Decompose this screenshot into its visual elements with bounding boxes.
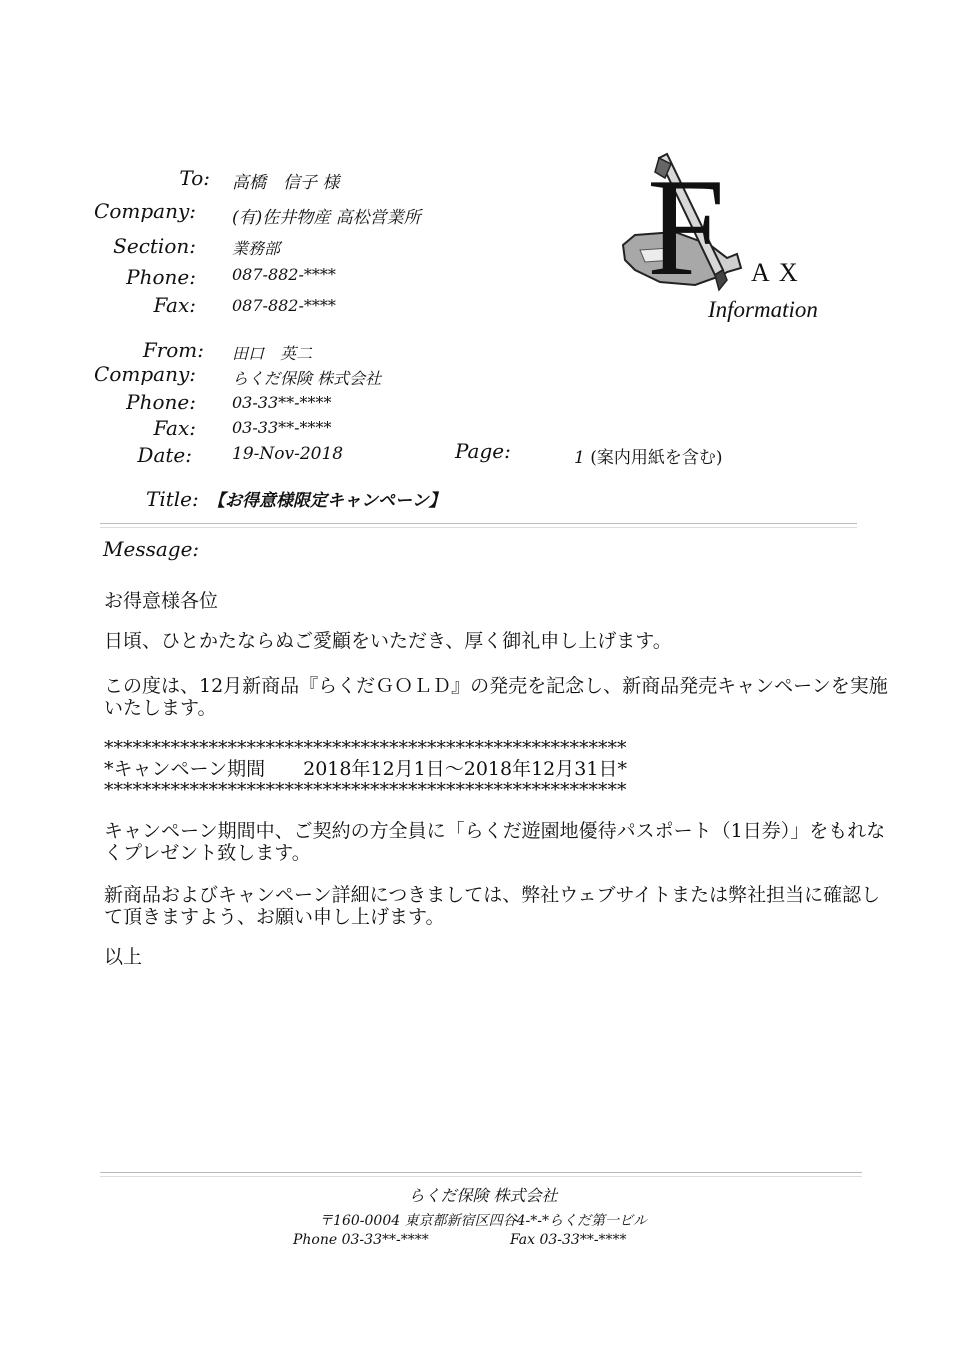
page-value-group bbox=[574, 443, 723, 468]
date-label: Date: bbox=[137, 443, 192, 467]
date-value: 19-Nov-2018 bbox=[232, 444, 344, 464]
message-paragraph-2: この度は、12月新商品『らくだＧＯＬＤ』の発売を記念し、新商品発売キャンペーンを実施いたします。 bbox=[104, 675, 888, 719]
to-company-label: Company: bbox=[94, 199, 196, 223]
message-paragraph-3: キャンペーン期間中、ご契約の方全員に「らくだ遊園地優待パスポート（1日券）」をもれなくプレゼント致します。 bbox=[104, 820, 886, 864]
logo-big-letter: F bbox=[647, 150, 725, 305]
logo-information-text: Information bbox=[708, 297, 818, 322]
to-phone-label: Phone: bbox=[126, 265, 196, 289]
from-fax-value: 03-33**-**** bbox=[232, 418, 332, 437]
to-value: 高橋 信子 様 bbox=[232, 173, 340, 193]
footer-divider-secondary bbox=[100, 1176, 862, 1177]
fax-logo bbox=[615, 150, 845, 340]
to-label: To: bbox=[179, 166, 210, 190]
footer-company: らくだ保険 株式会社 bbox=[408, 1186, 558, 1205]
campaign-stars-bottom: ******************************************************* bbox=[104, 779, 627, 801]
from-value: 田口 英二 bbox=[232, 344, 313, 363]
footer-fax: Fax 03-33**-**** bbox=[510, 1232, 627, 1248]
from-company-label: Company: bbox=[94, 362, 196, 386]
from-phone-value: 03-33**-**** bbox=[232, 393, 332, 412]
to-phone-value: 087-882-**** bbox=[232, 265, 336, 284]
from-phone-label: Phone: bbox=[126, 390, 196, 414]
footer-address: 〒160-0004 東京都新宿区四谷4-*-*らくだ第一ビル bbox=[319, 1213, 647, 1229]
page-value: 1 bbox=[574, 448, 585, 468]
page-label: Page: bbox=[455, 439, 511, 463]
title-value: 【お得意様限定キャンペーン】 bbox=[208, 491, 446, 511]
message-paragraph-4: 新商品およびキャンペーン詳細につきましては、弊社ウェブサイトまたは弊社担当に確認して頂きますよう、お願い申し上げます。 bbox=[104, 884, 881, 928]
message-label: Message: bbox=[103, 537, 200, 561]
campaign-stars-top: ******************************************************* bbox=[104, 737, 627, 759]
to-section-label: Section: bbox=[113, 234, 196, 258]
footer-phone: Phone 03-33**-**** bbox=[293, 1232, 429, 1248]
to-fax-label: Fax: bbox=[153, 293, 196, 317]
campaign-period: *キャンペーン期間 2018年12月1日〜2018年12月31日* bbox=[104, 758, 627, 780]
from-company-value: らくだ保険 株式会社 bbox=[232, 369, 382, 388]
message-greeting: お得意様各位 bbox=[104, 590, 219, 612]
header-divider bbox=[100, 523, 857, 524]
page-note: (案内用紙を含む) bbox=[590, 448, 723, 468]
title-label: Title: bbox=[146, 487, 199, 511]
from-label: From: bbox=[142, 338, 204, 362]
footer-divider bbox=[100, 1172, 862, 1173]
to-section-value: 業務部 bbox=[232, 239, 281, 258]
header-divider-secondary bbox=[100, 527, 857, 528]
logo-ax-text: A X bbox=[751, 258, 800, 287]
to-fax-value: 087-882-**** bbox=[232, 296, 336, 315]
message-closing: 以上 bbox=[104, 946, 143, 968]
from-fax-label: Fax: bbox=[153, 416, 196, 440]
to-company-value: (有)佐井物産 高松営業所 bbox=[232, 208, 421, 228]
message-paragraph-1: 日頃、ひとかたならぬご愛顧をいただき、厚く御礼申し上げます。 bbox=[104, 630, 672, 652]
